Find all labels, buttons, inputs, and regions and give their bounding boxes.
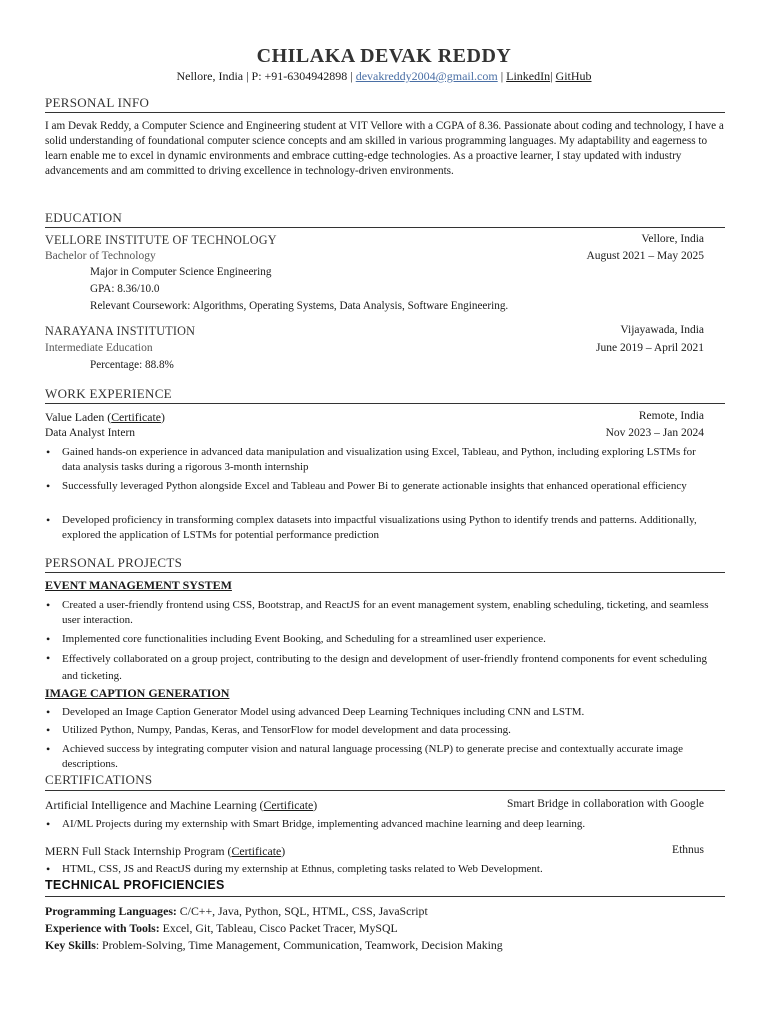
bullet-text: Gained hands-on experience in advanced data manipulation and visualization using Excel, Tableau, and Python, including exploring LSTMs for data analysis tasks during a rigorous 3-month internship [62,446,696,473]
education-detail: Percentage: 88.8% [90,359,174,371]
contact-line [0,69,768,84]
section-divider [45,572,725,573]
section-divider [45,790,725,791]
school-location: Vijayawada, India [620,324,704,336]
skill-label: Programming Languages: [45,904,177,918]
school-location: Vellore, India [641,233,704,245]
bullet-text: Effectively collaborated on a group project, contributing to the design and development of user-friendly frontend components for event scheduling and ticketing. [62,653,708,682]
email-link[interactable]: devakreddy2004@gmail.com [355,69,498,83]
bullet-text: Created a user-friendly frontend using CSS, Bootstrap, and ReactJS for an event management system, enabling scheduling, ticketing, and seamless user interaction. [62,599,709,626]
work-dates: Nov 2023 – Jan 2024 [605,427,704,439]
separator: | [550,69,553,83]
education-detail: Major in Computer Science Engineering [90,266,272,278]
separator: | [243,69,252,83]
skill-label: Experience with Tools: [45,921,160,935]
bullet-text: HTML, CSS, JS and ReactJS during my externship at Ethnus, completing tasks related to Web Development. [62,863,543,875]
skill-value: C/C++, Java, Python, SQL, HTML, CSS, JavaScript [176,904,428,918]
skill-value: Excel, Git, Tableau, Cisco Packet Tracer, MySQL [159,921,398,935]
list-item [45,817,715,832]
bullet-text: Successfully leveraged Python alongside Excel and Tableau and Power Bi to generate actionable insights that enhanced operational efficiency [62,480,687,492]
skill-row [45,904,428,919]
section-title-projects: PERSONAL PROJECTS [45,555,183,570]
bullet-text: Developed proficiency in transforming complex datasets into impactful visualizations using Python to identify trends and patterns. Additionally, explored the application of LSTMs for potential performance prediction [62,514,697,541]
section-title-personal-info: PERSONAL INFO [45,95,150,110]
section-title-technical: TECHNICAL PROFICIENCIES [45,878,225,892]
school-name: NARAYANA INSTITUTION [45,324,196,338]
bullet-icon: • [46,862,51,876]
school-name: VELLORE INSTITUTE OF TECHNOLOGY [45,233,277,247]
bullet-icon: • [46,817,51,831]
job-role: Data Analyst Intern [45,427,136,439]
bullet-icon: • [46,445,51,459]
certification-line [45,844,285,859]
list-item [45,479,715,494]
list-item [45,705,715,720]
company-line [45,410,165,425]
list-item [45,513,715,543]
section-divider [45,403,725,404]
separator: | [497,69,507,83]
skill-row [45,921,398,936]
education-detail: GPA: 8.36/10.0 [90,283,160,295]
paren: ( [224,844,232,858]
bullet-text: Utilized Python, Numpy, Pandas, Keras, and TensorFlow for model development and data processing. [62,724,511,736]
section-divider [45,112,725,113]
github-link[interactable]: GitHub [555,69,592,83]
candidate-name: CHILAKA DEVAK REDDY [256,45,512,67]
certification-issuer: Smart Bridge in collaboration with Google [506,798,704,810]
list-item [45,862,715,877]
certification-issuer: Ethnus [672,844,704,856]
section-title-work: WORK EXPERIENCE [45,386,172,401]
certificate-link[interactable]: Certificate [231,844,282,858]
section-title-education: EDUCATION [45,210,123,225]
paren: ( [104,410,112,424]
paren: ) [313,798,318,812]
certification-name: MERN Full Stack Internship Program [45,844,225,858]
list-item [45,445,715,475]
section-title-certifications: CERTIFICATIONS [45,772,153,787]
bullet-icon: • [46,598,51,612]
certificate-link[interactable]: Certificate [111,410,161,424]
list-item [45,742,715,772]
section-divider [45,896,725,897]
bullet-icon: • [46,705,51,719]
project-title: EVENT MANAGEMENT SYSTEM [45,578,232,592]
certification-line [45,798,317,813]
bullet-text: AI/ML Projects during my externship with Smart Bridge, implementing advanced machine learning and deep learning. [62,818,586,830]
phone: P: +91-6304942898 [251,69,348,83]
list-item [45,651,715,685]
skill-row [45,938,503,953]
bullet-icon: • [46,479,51,493]
education-detail: Relevant Coursework: Algorithms, Operating Systems, Data Analysis, Software Engineering. [90,300,509,312]
education-dates: August 2021 – May 2025 [586,250,704,262]
linkedin-link[interactable]: LinkedIn [506,69,551,83]
certification-name: Artificial Intelligence and Machine Learning [45,798,257,812]
bullet-icon: • [46,632,51,646]
bullet-icon: • [46,513,51,527]
skill-label: Key Skills [45,938,96,952]
paren: ) [160,410,165,424]
list-item [45,632,715,647]
location: Nellore, India [176,69,244,83]
skill-value: : Problem-Solving, Time Management, Communication, Teamwork, Decision Making [95,938,503,952]
work-location: Remote, India [638,410,704,422]
project-title: IMAGE CAPTION GENERATION [45,686,230,700]
degree: Intermediate Education [45,342,153,354]
company-name: Value Laden [45,410,105,424]
personal-summary: I am Devak Reddy, a Computer Science and Engineering student at VIT Vellore with a CGPA of 8.36. Passionate about coding and technology, I have a solid understanding of foundational computer science concepts and am skilled in various programming languages. My adaptability and eagerness to learn enable me to excel in dynamic environments and embrace cutting-edge technologies. As a proactive learner, I stay updated with industry advancements and am committed to driving excellence in technology-driven environments. [45,120,724,177]
bullet-text: Achieved success by integrating computer vision and natural language processing (NLP) to generate precise and contextually accurate image descriptions. [62,743,683,770]
list-item [45,723,715,738]
bullet-icon: • [46,723,51,737]
certificate-link[interactable]: Certificate [263,798,314,812]
bullet-icon: • [46,651,51,665]
paren: ( [256,798,264,812]
degree: Bachelor of Technology [45,250,156,262]
list-item [45,598,715,628]
separator: | [347,69,356,83]
bullet-icon: • [46,742,51,756]
section-divider [45,227,725,228]
education-dates: June 2019 – April 2021 [596,342,704,354]
bullet-text: Developed an Image Caption Generator Model using advanced Deep Learning Techniques including CNN and LSTM. [62,706,585,718]
paren: ) [281,844,286,858]
bullet-text: Implemented core functionalities including Event Booking, and Scheduling for a streamlined user experience. [62,633,546,645]
